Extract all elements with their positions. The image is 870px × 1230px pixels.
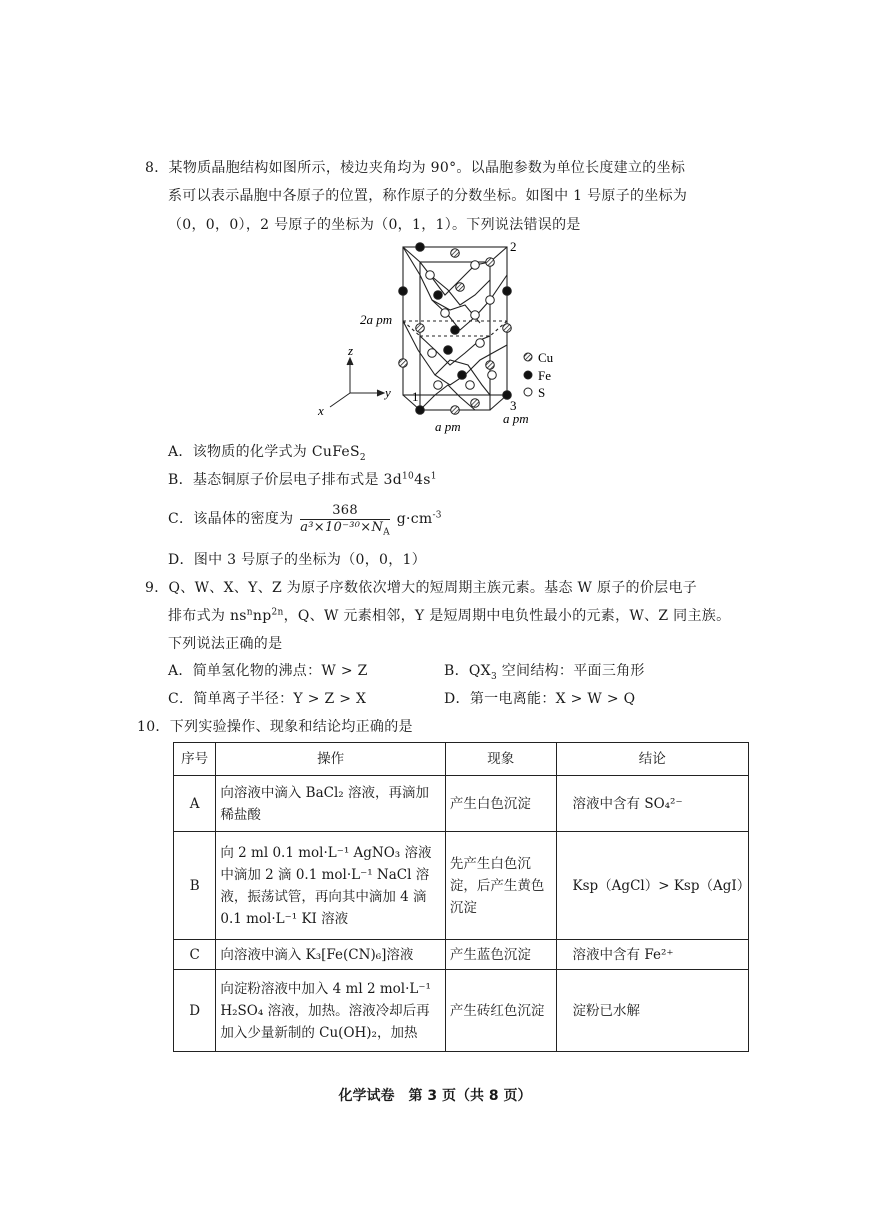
q8-text-1: 某物质晶胞结构如图所示，棱边夹角均为 90°。以晶胞参数为单位长度建立的坐标 xyxy=(168,160,686,176)
table-row: A 向溶液中滴入 BaCl₂ 溶液，再滴加稀盐酸 产生白色沉淀 溶液中含有 SO₄²⁻ xyxy=(174,776,749,832)
experiment-table xyxy=(173,742,749,1052)
header-operation: 操作 xyxy=(216,743,446,776)
q9-option-a: A．简单氢化物的沸点：W > Z xyxy=(168,663,368,679)
density-fraction: $\frac{368}{a^3\times 10^{-30}\times N_A}$ xyxy=(300,502,390,538)
q10-stem: 10．下列实验操作、现象和结论均正确的是 xyxy=(137,719,413,735)
q8-option-d: D．图中 3 号原子的坐标为（0，0，1） xyxy=(168,552,427,568)
q8-stem-line1 xyxy=(145,158,685,178)
page-footer: 化学试卷 第 3 页（共 8 页） xyxy=(338,1088,532,1104)
q8-stem-line2: 系可以表示晶胞中各原子的位置，称作原子的分数坐标。如图中 1 号原子的坐标为 xyxy=(168,188,688,204)
legend-s-label: S xyxy=(538,385,546,400)
table-header-row xyxy=(174,743,749,776)
width-label: a pm xyxy=(435,419,461,434)
q8-option-b: B．基态铜原子价层电子排布式是 $3d^{10}4s^1$ xyxy=(168,471,437,488)
table-row: D 向淀粉溶液中加入 4 ml 2 mol·L⁻¹ H₂SO₄ 溶液，加热。溶液冷却后再加入少量新制的 Cu(OH)₂，加热 产生砖红色沉淀 淀粉已水解 xyxy=(174,970,749,1052)
legend-cu-icon xyxy=(524,353,532,361)
q8-option-a: A．该物质的化学式为 CuFeS$_2$ xyxy=(168,444,366,463)
header-id: 序号 xyxy=(174,743,216,776)
q8-number: 8． xyxy=(145,160,169,176)
table-row: B 向 2 ml 0.1 mol·L⁻¹ AgNO₃ 溶液中滴加 2 滴 0.1 mol·L⁻¹ NaCl 溶液，振荡试管，再向其中滴加 4 滴 0.1 mol·L⁻¹ KI 溶液 先产生白色沉淀，后产生黄色沉淀 Ksp（AgCl）> Ksp（AgI） xyxy=(174,832,749,940)
legend-cu-label: Cu xyxy=(538,350,554,365)
q8-option-c: C．该晶体的密度为 $\frac{368}{a^3\times 10^{-30}\times N_A}$ $g\cdot cm^{-3}$ xyxy=(168,502,442,538)
legend-fe-label: Fe xyxy=(538,368,551,383)
header-phenomenon: 现象 xyxy=(445,743,556,776)
crystal-cell-figure xyxy=(310,235,580,440)
q9-stem-line1: 9．Q、W、X、Y、Z 为原子序数依次增大的短周期主族元素。基态 W 原子的价层电子 xyxy=(145,580,698,596)
q8-stem-line3: （0，0，0），2 号原子的坐标为（0，1，1）。下列说法错误的是 xyxy=(168,217,581,233)
legend-fe-icon xyxy=(524,371,532,379)
depth-label: a pm xyxy=(503,411,529,426)
legend-s-icon xyxy=(524,388,532,396)
table-row: C 向溶液中滴入 K₃[Fe(CN)₆]溶液 产生蓝色沉淀 溶液中含有 Fe²⁺ xyxy=(174,940,749,970)
axis-z-label: z xyxy=(348,343,354,358)
atom-label-2: 2 xyxy=(510,239,517,254)
atom-label-1: 1 xyxy=(412,389,419,404)
axis-y-label: y xyxy=(385,385,391,400)
height-label: 2a pm xyxy=(360,312,393,327)
axis-x-label: x xyxy=(318,403,324,418)
q9-option-b: B．$QX_3$ 空间结构：平面三角形 xyxy=(444,663,645,682)
axes-icon xyxy=(330,358,384,407)
atom-label-3: 3 xyxy=(510,398,517,413)
q9-stem-line3: 下列说法正确的是 xyxy=(168,636,283,652)
figure-legend xyxy=(524,350,554,400)
q9-option-d: D．第一电离能：X > W > Q xyxy=(444,691,636,707)
header-conclusion: 结论 xyxy=(556,743,748,776)
q9-option-c: C．简单离子半径：Y > Z > X xyxy=(168,691,367,707)
q9-stem-line2: 排布式为 $ns^nnp^{2n}$，Q、W 元素相邻，Y 是短周期中电负性最小的元素，W、Z 同主族。 xyxy=(168,607,731,624)
